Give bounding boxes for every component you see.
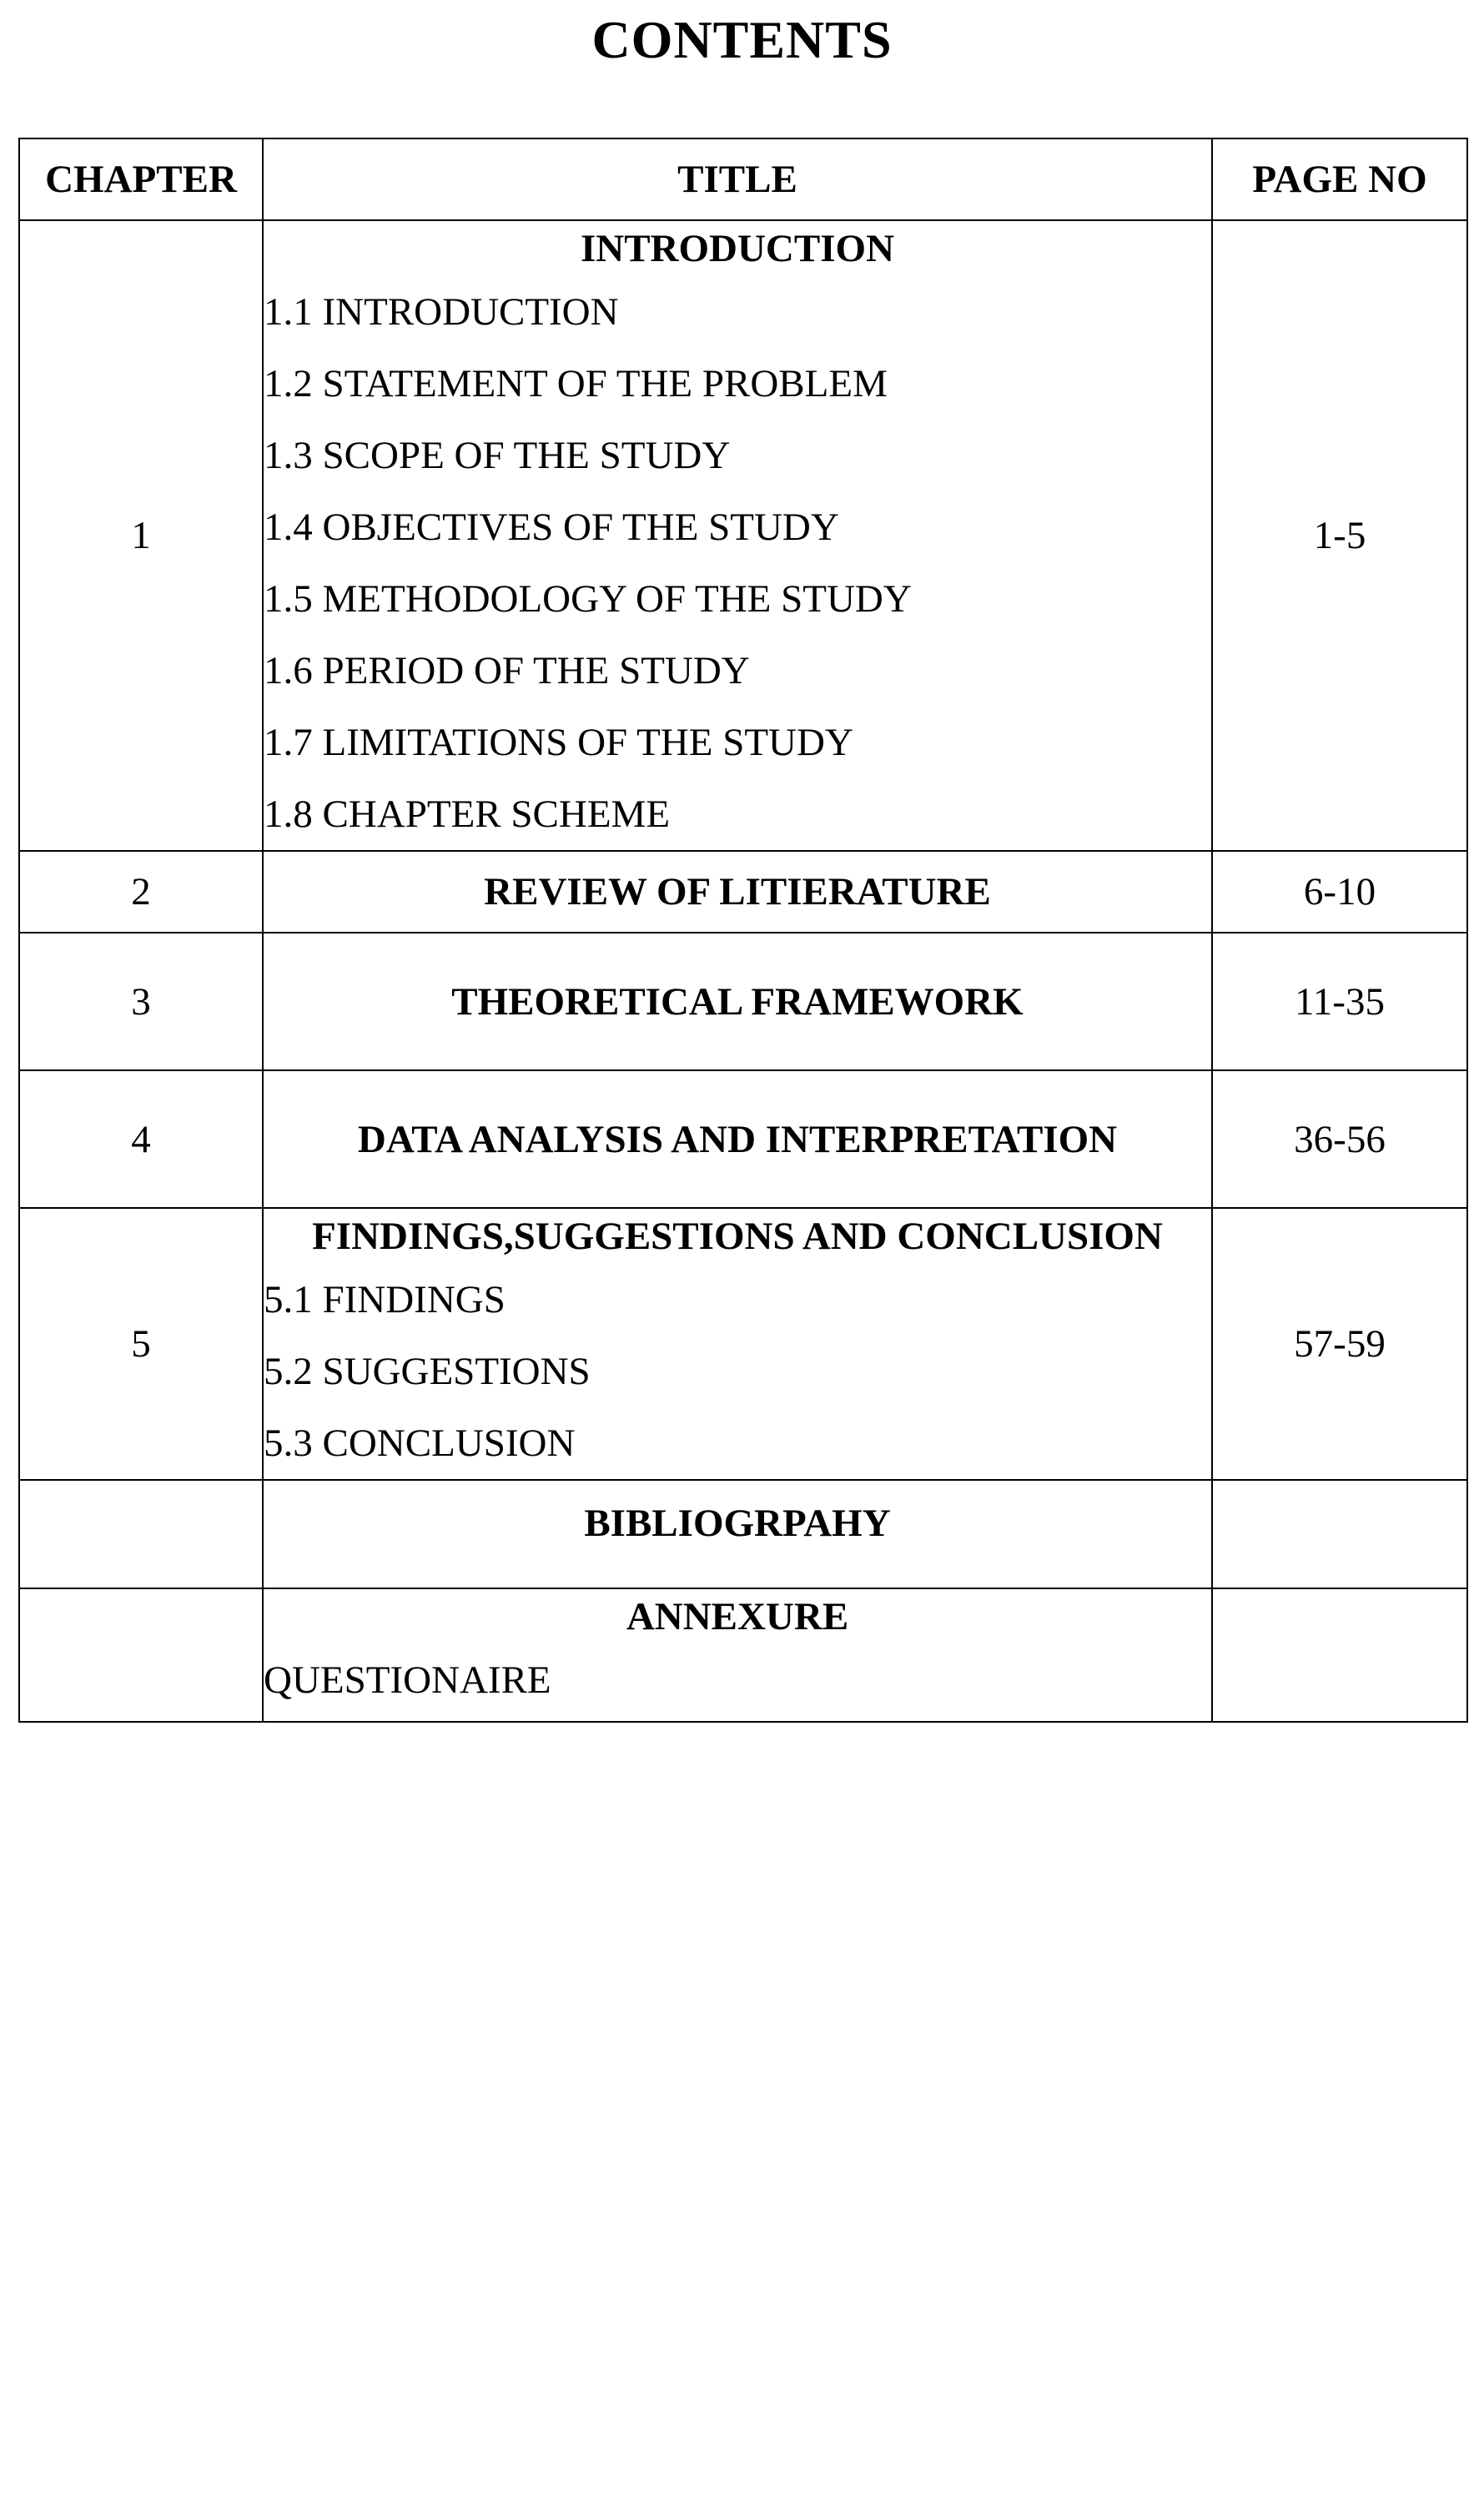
page-title: CONTENTS: [591, 10, 893, 69]
page-range: 57-59: [1212, 1208, 1467, 1480]
chapter-title-cell: [263, 1208, 1212, 1480]
chapter-number: [19, 1588, 263, 1722]
table-row: [19, 220, 1467, 851]
chapter-heading: REVIEW OF LITIERATURE: [263, 851, 1212, 933]
chapter-column-header: CHAPTER: [19, 138, 263, 220]
section-item: 1.4 OBJECTIVES OF THE STUDY: [264, 506, 839, 549]
section-item: 1.5 METHODOLOGY OF THE STUDY: [264, 577, 912, 621]
table-row: [19, 933, 1467, 1070]
chapter-number: 5: [19, 1208, 263, 1480]
section-item: 1.6 PERIOD OF THE STUDY: [264, 649, 750, 692]
chapter-title-cell: [263, 1588, 1212, 1722]
table-row: [19, 1480, 1467, 1588]
chapter-heading: BIBLIOGRPAHY: [263, 1480, 1212, 1588]
page-range: 1-5: [1212, 220, 1467, 851]
title-column-header: TITLE: [263, 138, 1212, 220]
header-row: [19, 138, 1467, 220]
section-item: 1.7 LIMITATIONS OF THE STUDY: [264, 721, 853, 764]
page-range: [1212, 1588, 1467, 1722]
section-item: 5.1 FINDINGS: [264, 1278, 506, 1321]
table-row: [19, 851, 1467, 933]
section-item: 1.3 SCOPE OF THE STUDY: [264, 434, 731, 477]
chapter-number: 4: [19, 1070, 263, 1208]
section-item: 5.3 CONCLUSION: [264, 1422, 576, 1465]
chapter-heading: INTRODUCTION: [580, 227, 895, 270]
chapter-title-cell: [263, 220, 1212, 851]
chapter-number: 3: [19, 933, 263, 1070]
table-row: [19, 1588, 1467, 1722]
chapter-heading: FINDINGS,SUGGESTIONS AND CONCLUSION: [312, 1215, 1163, 1258]
section-item: 1.8 CHAPTER SCHEME: [264, 793, 671, 836]
section-item: 1.2 STATEMENT OF THE PROBLEM: [264, 362, 888, 405]
chapter-heading: DATA ANALYSIS AND INTERPRETATION: [263, 1070, 1212, 1208]
contents-table: [18, 138, 1468, 1723]
table-row: [19, 1208, 1467, 1480]
section-item: 5.2 SUGGESTIONS: [264, 1350, 591, 1393]
page-range: [1212, 1480, 1467, 1588]
chapter-heading: THEORETICAL FRAMEWORK: [263, 933, 1212, 1070]
chapter-number: 2: [19, 851, 263, 933]
chapter-heading: ANNEXURE: [626, 1595, 849, 1638]
chapter-number: [19, 1480, 263, 1588]
page-range: 6-10: [1212, 851, 1467, 933]
section-item: 1.1 INTRODUCTION: [264, 290, 619, 334]
section-item: QUESTIONAIRE: [264, 1658, 551, 1702]
page-range: 36-56: [1212, 1070, 1467, 1208]
chapter-number: 1: [19, 220, 263, 851]
table-row: [19, 1070, 1467, 1208]
page-no-column-header: PAGE NO: [1212, 138, 1467, 220]
page-range: 11-35: [1212, 933, 1467, 1070]
